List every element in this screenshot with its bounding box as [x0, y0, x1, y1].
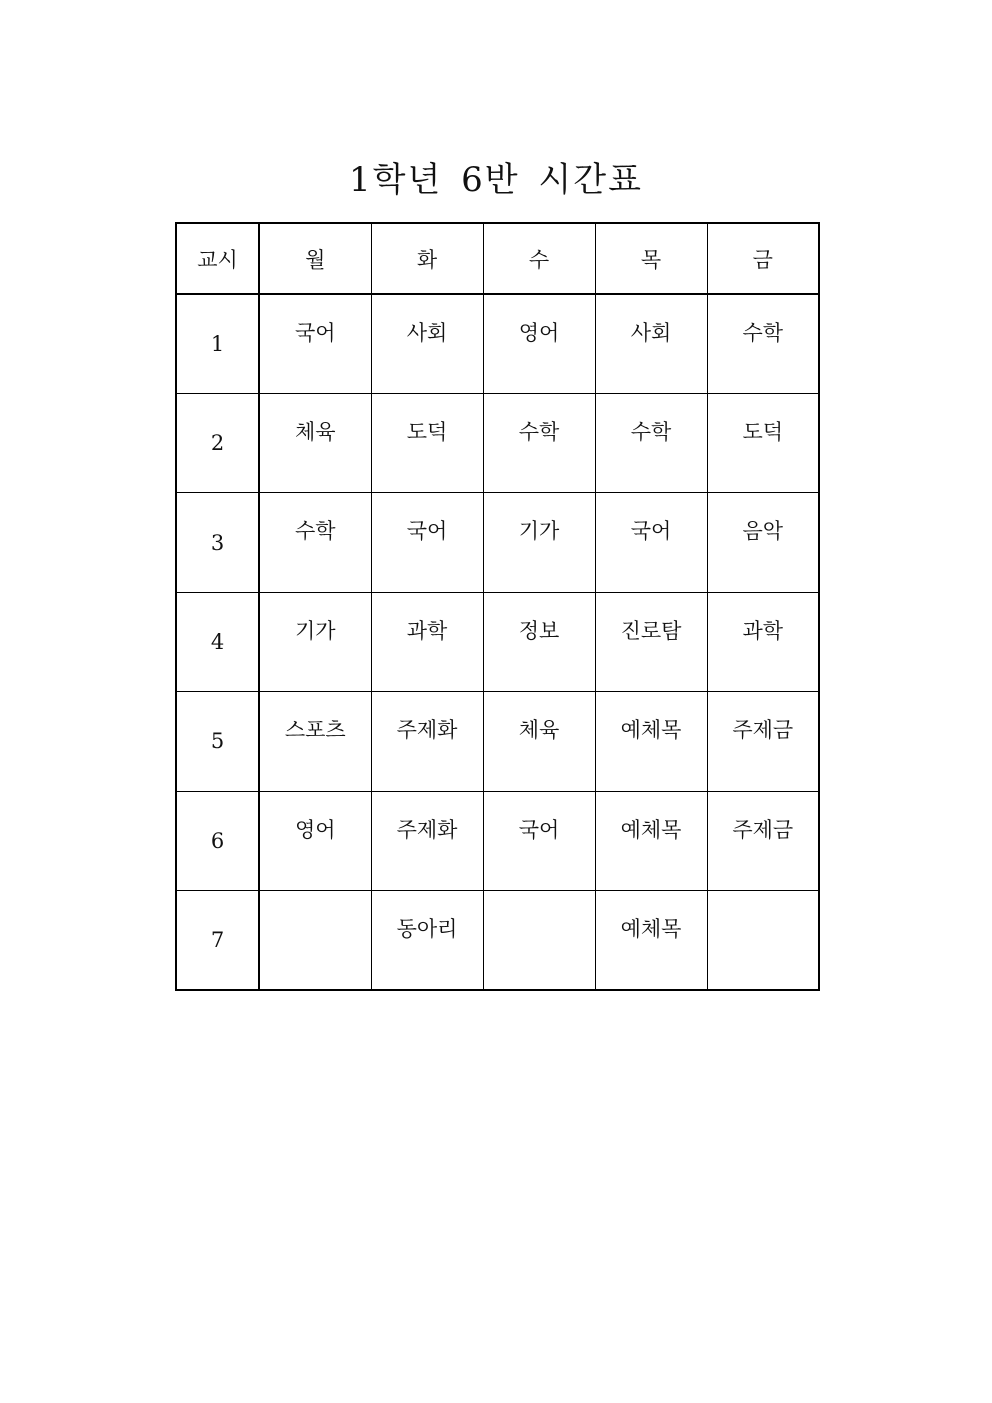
subject-cell: 체육: [259, 393, 371, 492]
subject-cell: [259, 891, 371, 990]
subject-cell: 수학: [259, 493, 371, 592]
table-row: [176, 692, 819, 791]
timetable: [175, 222, 820, 991]
subject-cell: [483, 891, 595, 990]
period-number: 1: [176, 294, 259, 393]
period-number: 7: [176, 891, 259, 990]
table-row: [176, 791, 819, 890]
table-row: [176, 393, 819, 492]
subject-cell: 국어: [371, 493, 483, 592]
header-mon: 월: [259, 223, 371, 294]
subject-cell: 국어: [483, 791, 595, 890]
subject-cell: 음악: [707, 493, 819, 592]
subject-cell: 예체목: [595, 891, 707, 990]
table-row: [176, 493, 819, 592]
subject-cell: 주제금: [707, 791, 819, 890]
subject-cell: 기가: [483, 493, 595, 592]
header-wed: 수: [483, 223, 595, 294]
subject-cell: 정보: [483, 592, 595, 691]
table-row: [176, 891, 819, 990]
subject-cell: 국어: [595, 493, 707, 592]
subject-cell: 수학: [595, 393, 707, 492]
subject-cell: 사회: [595, 294, 707, 393]
header-fri: 금: [707, 223, 819, 294]
header-tue: 화: [371, 223, 483, 294]
subject-cell: 주제화: [371, 692, 483, 791]
header-row: [176, 223, 819, 294]
subject-cell: 영어: [483, 294, 595, 393]
subject-cell: 주제화: [371, 791, 483, 890]
subject-cell: 동아리: [371, 891, 483, 990]
header-period: 교시: [176, 223, 259, 294]
header-thu: 목: [595, 223, 707, 294]
subject-cell: 국어: [259, 294, 371, 393]
period-number: 6: [176, 791, 259, 890]
period-number: 4: [176, 592, 259, 691]
period-number: 3: [176, 493, 259, 592]
subject-cell: 스포츠: [259, 692, 371, 791]
subject-cell: 예체목: [595, 692, 707, 791]
subject-cell: 과학: [371, 592, 483, 691]
subject-cell: 도덕: [707, 393, 819, 492]
subject-cell: [707, 891, 819, 990]
subject-cell: 수학: [707, 294, 819, 393]
subject-cell: 주제금: [707, 692, 819, 791]
period-number: 5: [176, 692, 259, 791]
subject-cell: 수학: [483, 393, 595, 492]
table-row: [176, 592, 819, 691]
subject-cell: 도덕: [371, 393, 483, 492]
subject-cell: 예체목: [595, 791, 707, 890]
subject-cell: 체육: [483, 692, 595, 791]
period-number: 2: [176, 393, 259, 492]
subject-cell: 기가: [259, 592, 371, 691]
table-row: [176, 294, 819, 393]
subject-cell: 과학: [707, 592, 819, 691]
subject-cell: 진로탐: [595, 592, 707, 691]
subject-cell: 영어: [259, 791, 371, 890]
page-title: 1학년 6반 시간표: [349, 160, 643, 200]
subject-cell: 사회: [371, 294, 483, 393]
